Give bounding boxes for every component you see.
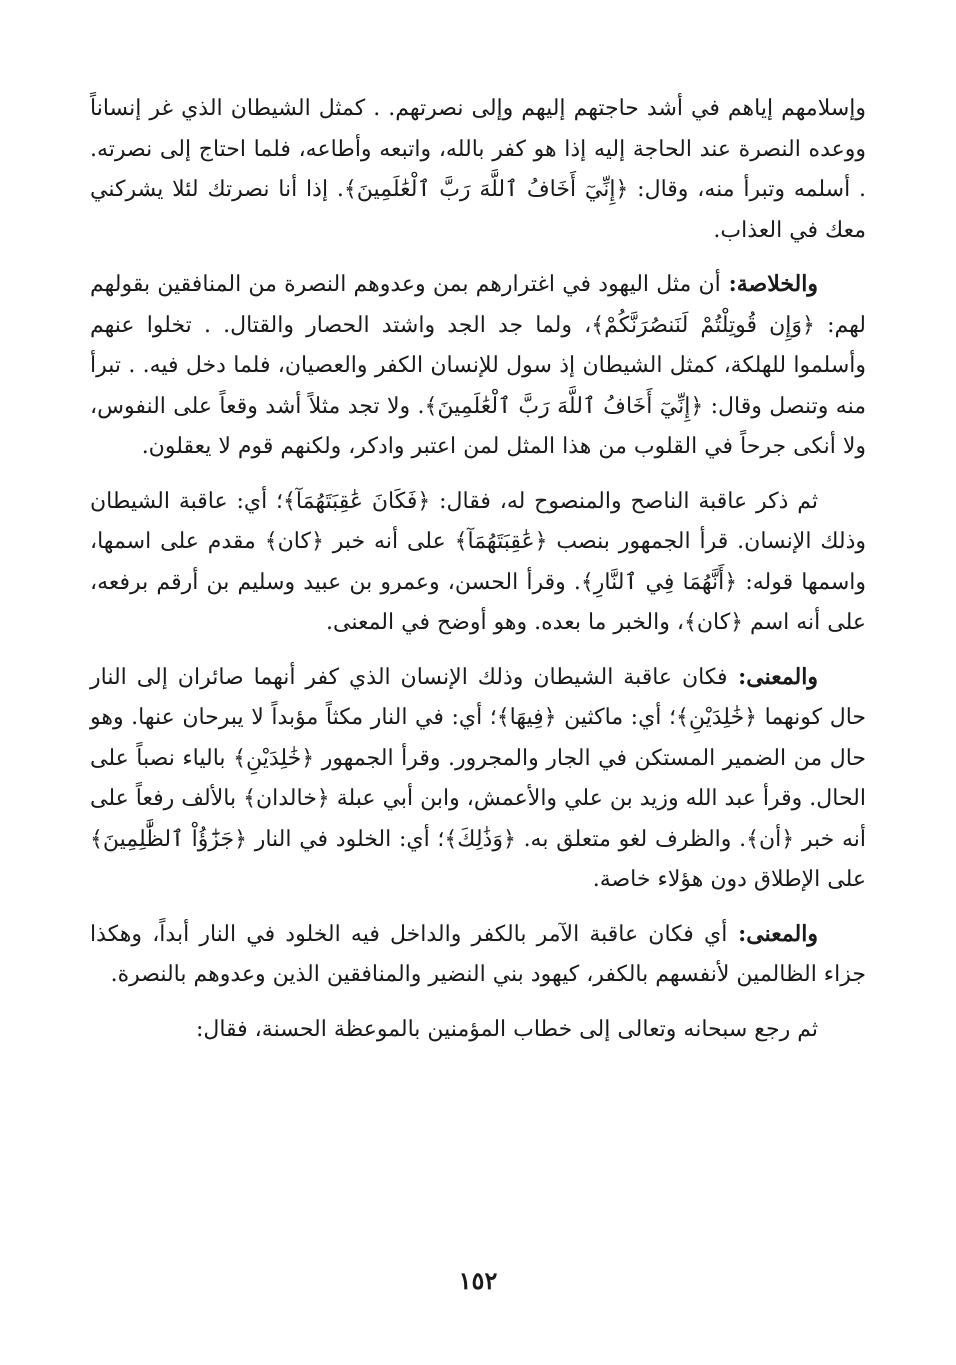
paragraph-text: فكان عاقبة الشيطان وذلك الإنسان الذي كفر أنهما صائران إلى النار حال كونهما ﴿خَٰلِدَيْنِ﴾؛ أي: ماكثين ﴿فِيهَا﴾؛ أي: في النار مكثاً مؤبداً لا يبرحان عنها. وهو حال من الضمير المستكن في الجار والمجرور. وقرأ الجمهور ﴿خَٰلِدَيْنِ﴾ بالياء نصباً على الحال. وقرأ عبد الله وزيد بن علي والأعمش، وابن أبي عبلة ﴿خالدان﴾ بالألف رفعاً على أنه خبر ﴿أن﴾. والظرف لغو متعلق به. ﴿وَذَٰلِكَ﴾؛ أي: الخلود في النار ﴿جَزَٰٓؤُاْ ٱلظَّٰلِمِينَ﴾ على الإطلاق دون هؤلاء خاصة. — [90, 664, 866, 892]
paragraph-text: أن مثل اليهود في اغترارهم بمن وعدوهم النصرة من المنافقين بقولهم لهم: ﴿وَإِن قُوتِلْتُمْ لَنَنصُرَنَّكُمْ﴾، ولما جد الجد واشتد الحصار والقتال. . تخلوا عنهم وأسلموا للهلكة، كمثل الشيطان إذ سول للإنسان الكفر والعصيان، فلما دخل فيه. . تبرأ منه وتنصل وقال: ﴿إِنِّيٓ أَخَافُ ٱللَّهَ رَبَّ ٱلْعَٰلَمِينَ﴾. ولا تجد مثلاً أشد وقعاً على النفوس، ولا أنكى جرحاً في القلوب من هذا المثل لمن اعتبر وادكر، ولكنهم قوم لا يعقلون. — [90, 272, 866, 459]
paragraph-text: وإسلامهم إياهم في أشد حاجتهم إليهم وإلى نصرتهم. . كمثل الشيطان الذي غر إنساناً ووعده النصرة عند الحاجة إليه إذا هو كفر بالله، واتبعه وأطاعه، فلما احتاج إلى نصرته. . أسلمه وتبرأ منه، وقال: ﴿إِنِّيٓ أَخَافُ ٱللَّهَ رَبَّ ٱلْعَٰلَمِينَ﴾. إذا أنا نصرتك لئلا يشركني معك في العذاب. — [90, 96, 866, 243]
paragraph-5 — [90, 914, 866, 996]
page-body — [90, 88, 866, 1050]
paragraph-4 — [90, 657, 866, 901]
paragraph-text: ثم رجع سبحانه وتعالى إلى خطاب المؤمنين بالموعظة الحسنة، فقال: — [195, 1016, 818, 1042]
paragraph-6 — [90, 1009, 866, 1051]
paragraph-3 — [90, 481, 866, 644]
page-number: ١٥٢ — [458, 1266, 498, 1295]
paragraph-2 — [90, 264, 866, 468]
paragraph-lead: والخلاصة: — [720, 271, 818, 297]
paragraph-lead: والمعنى: — [727, 663, 818, 690]
paragraph-1 — [90, 88, 866, 251]
paragraph-text: ثم ذكر عاقبة الناصح والمنصوح له، فقال: ﴿فَكَانَ عَٰقِبَتَهُمَآ﴾؛ أي: عاقبة الشيطان وذلك الإنسان. قرأ الجمهور بنصب ﴿عَٰقِبَتَهُمَآ﴾ على أنه خبر ﴿كان﴾ مقدم على اسمها، واسمها قوله: ﴿أَنَّهُمَا فِي ٱلنَّارِ﴾. وقرأ الحسن، وعمرو بن عبيد وسليم بن أرقم برفعه، على أنه اسم ﴿كان﴾، والخبر ما بعده. وهو أوضح في المعنى. — [90, 488, 866, 635]
paragraph-text: أي فكان عاقبة الآمر بالكفر والداخل فيه الخلود في النار أبداً، وهكذا جزاء الظالمين لأنفسهم بالكفر، كيهود بني النضير والمنافقين الذين وعدوهم بالنصرة. — [90, 921, 866, 987]
paragraph-lead: والمعنى: — [727, 920, 819, 947]
